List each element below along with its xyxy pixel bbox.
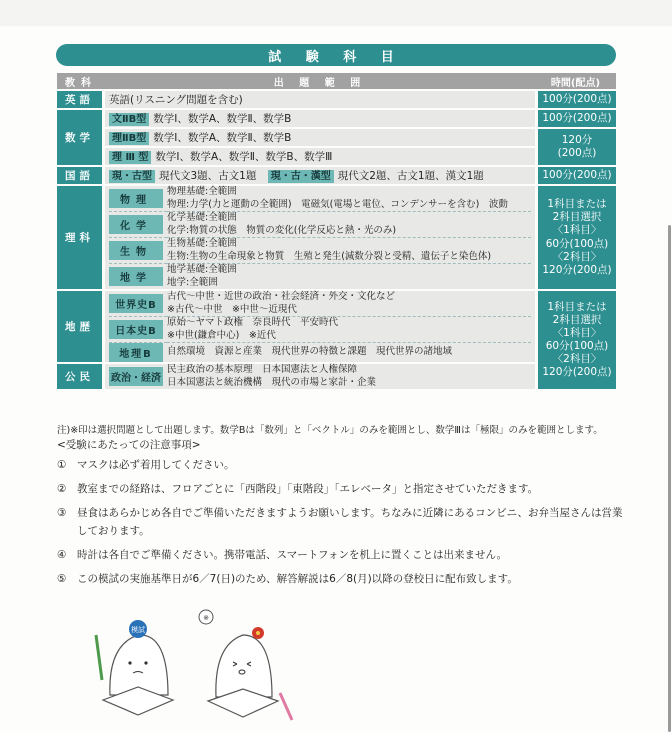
math-time-2-line2: (200点) xyxy=(557,147,597,159)
science-time-line: 60分(100点) xyxy=(545,237,609,250)
civics-row xyxy=(57,364,616,389)
math-range-2: 数学Ⅰ、数学A、数学Ⅱ、数学B xyxy=(153,132,292,144)
header-range: 出 題 範 囲 xyxy=(105,73,535,89)
label-chemistry: 化学 xyxy=(109,215,163,234)
subject-english: 英語 xyxy=(57,91,105,108)
japanese-history-line1: 原始～ヤマト政権 奈良時代 平安時代 xyxy=(167,317,339,328)
japanese-time: 100分(200点) xyxy=(535,167,616,184)
geo-time-line: 1科目または xyxy=(547,300,607,313)
physics-line2: 物理:力学(力と運動の全範囲) 電磁気(電場と電位、コンデンサーを含む) 波動 xyxy=(167,198,508,210)
list-item xyxy=(57,546,627,564)
geo-time-line: 60分(100点) xyxy=(545,340,609,352)
civics-politics-economy xyxy=(109,364,531,389)
math-time-1: 100分(200点) xyxy=(535,110,616,127)
earth-line2: 地学:全範囲 xyxy=(167,276,218,288)
math-tag-1: 文ⅡB型 xyxy=(109,113,149,126)
notice-text: この模試の実施基準日が6／7(日)のため、解答解説は6／8(月)以降の登校日に配布致します。 xyxy=(77,573,518,585)
list-item xyxy=(57,504,627,540)
subject-geo-history: 地歴 xyxy=(57,291,105,362)
physics-line1: 物理基礎:全範囲 xyxy=(167,186,237,197)
civics-line2: 日本国憲法と統治機構 現代の市場と家計・企業 xyxy=(167,376,377,388)
biology-line1: 生物基礎:全範囲 xyxy=(167,238,237,249)
science-time-line: 120分(200点) xyxy=(542,263,612,276)
japanese-range-1: 現代文3題、古文1題 xyxy=(159,170,257,182)
header-subject: 教科 xyxy=(57,73,105,89)
exam-subjects-table xyxy=(57,71,616,391)
notice-number: ⑤ xyxy=(57,573,67,585)
japanese-range-2: 現代文2題、古文1題、漢文1題 xyxy=(337,170,484,182)
english-range: 英語(リスニング問題を含む) xyxy=(105,91,535,108)
subject-math: 数学 xyxy=(57,110,105,165)
notice-list xyxy=(57,456,627,594)
header-time: 時間(配点) xyxy=(535,73,616,89)
geo-world-history xyxy=(109,291,531,317)
english-row xyxy=(57,91,616,108)
math-range-1: 数学Ⅰ、数学A、数学Ⅱ、数学B xyxy=(153,113,292,125)
label-japanese-history: 日本史B xyxy=(109,320,163,339)
geo-japanese-history xyxy=(109,317,531,343)
japanese-row xyxy=(57,167,616,184)
label-politics-economy: 政治・経済 xyxy=(109,367,163,386)
science-subjects xyxy=(109,186,531,289)
notice-text: 時計は各自でご準備ください。携帯電話、スマートフォンを机上に置くことは出来ません。 xyxy=(77,549,508,561)
list-item xyxy=(57,456,627,474)
science-time-line: 2科目選択 xyxy=(552,211,602,224)
exam-subjects-title: 試 験 科 目 xyxy=(56,44,616,66)
geo-civics-time xyxy=(535,291,616,389)
cap-text: 模試 xyxy=(131,626,145,634)
science-row xyxy=(57,186,616,289)
math-row-1 xyxy=(57,110,616,127)
table-footnote: 注)※印は選択問題として出題します。数学Bは「数列」と「ベクトル」のみを範囲とし、数学Ⅲは「極限」のみを範囲とします。 xyxy=(57,425,603,436)
math-range-3: 数学Ⅰ、数学A、数学Ⅱ、数学B、数学Ⅲ xyxy=(155,151,333,163)
science-biology xyxy=(109,238,531,264)
table-header-row xyxy=(57,73,616,89)
label-physics: 物理 xyxy=(109,189,163,208)
math-time-2 xyxy=(535,129,616,165)
pencil-icon xyxy=(280,693,292,720)
notice-text: 昼食はあらかじめ各自でご準備いただきますようお願いします。ちなみに近隣にあるコンビニ、お弁当屋さんは営業しております。 xyxy=(77,507,623,537)
left-character-body xyxy=(110,635,168,695)
geography-line1: 自然環境 資源と産業 現代世界の特徴と課題 現代世界の諸地域 xyxy=(167,346,453,358)
subject-civics: 公民 xyxy=(57,364,105,389)
subject-science: 理科 xyxy=(57,186,105,289)
flower-center xyxy=(256,631,260,635)
world-history-line2: ※古代～中世 ※中世～近現代 xyxy=(167,303,297,315)
math-row-2 xyxy=(57,129,616,146)
right-character-body xyxy=(216,635,272,697)
chemistry-line1: 化学基礎:全範囲 xyxy=(167,212,237,223)
notice-number: ④ xyxy=(57,549,67,561)
label-geography: 地理B xyxy=(109,343,163,362)
math-row-3 xyxy=(57,148,616,165)
label-world-history: 世界史B xyxy=(109,294,163,313)
japanese-tag-1: 現・古型 xyxy=(109,170,155,183)
civics-line1: 民主政治の基本原理 日本国憲法と人権保障 xyxy=(167,364,358,375)
geo-time-line: 〈1科目〉 xyxy=(552,326,602,339)
geo-time-line: 2科目選択 xyxy=(552,313,602,326)
scrollbar[interactable] xyxy=(668,225,671,732)
biology-line2: 生物:生物の生命現象と物質 生殖と発生(減数分裂と受精、遺伝子と染色体) xyxy=(167,250,492,262)
earth-line1: 地学基礎:全範囲 xyxy=(167,264,237,275)
studying-characters-illustration xyxy=(88,605,308,725)
world-history-line1: 古代～中世・近世の政治・社会経済・外交・文化など xyxy=(167,291,396,302)
notice-text: マスクは必ず着用してください。 xyxy=(77,459,235,471)
geo-geography xyxy=(109,343,531,363)
math-tag-2: 理ⅡB型 xyxy=(109,132,149,145)
japanese-tag-2: 現・古・漢型 xyxy=(268,170,334,183)
screen-top-bar xyxy=(0,0,672,26)
thought-bubble-text: ※ xyxy=(203,614,209,622)
geo-time-line: 〈2科目〉 xyxy=(552,353,602,366)
chemistry-line2: 化学:物質の状態 物質の変化(化学反応と熱・光のみ) xyxy=(167,224,397,236)
list-item xyxy=(57,480,627,498)
science-time xyxy=(535,186,616,289)
science-time-line: 〈2科目〉 xyxy=(552,250,602,263)
notice-text: 教室までの経路は、フロアごとに「西階段」「東階段」「エレベータ」と指定させていただきます。 xyxy=(77,483,539,495)
notice-number: ③ xyxy=(57,507,67,519)
geo-time-line: 120分(200点) xyxy=(542,366,612,379)
left-eye xyxy=(128,661,131,664)
label-earth-science: 地学 xyxy=(109,267,163,286)
civics-subjects xyxy=(109,364,531,389)
japanese-history-line2: ※中世(鎌倉中心) ※近代 xyxy=(167,329,276,341)
geo-subjects xyxy=(109,291,531,362)
science-earth xyxy=(109,264,531,290)
science-physics xyxy=(109,186,531,212)
pencil-icon xyxy=(96,635,102,680)
list-item xyxy=(57,570,627,588)
notice-heading: <受験にあたっての注意事項> xyxy=(57,439,201,451)
geo-row xyxy=(57,291,616,362)
right-eye xyxy=(144,661,147,664)
science-time-line: 〈1科目〉 xyxy=(552,224,602,237)
notice-number: ② xyxy=(57,483,67,495)
notice-number: ① xyxy=(57,459,67,471)
science-chemistry xyxy=(109,212,531,238)
math-time-2-line1: 120分 xyxy=(561,133,593,146)
science-time-line: 1科目または xyxy=(547,198,607,211)
math-tag-3: 理 Ⅲ 型 xyxy=(109,151,151,164)
english-time: 100分(200点) xyxy=(535,91,616,108)
label-biology: 生物 xyxy=(109,241,163,260)
subject-japanese: 国語 xyxy=(57,167,105,184)
